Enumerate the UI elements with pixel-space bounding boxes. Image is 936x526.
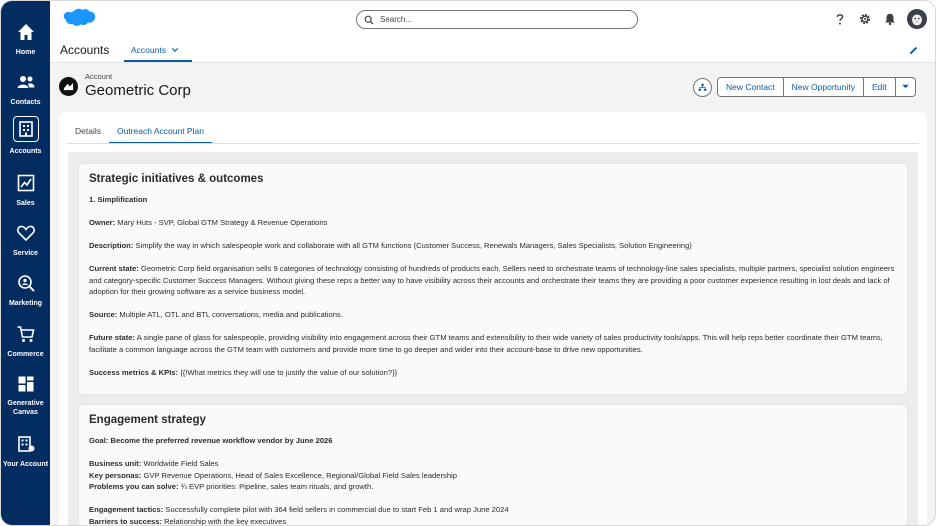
chart-icon (15, 172, 37, 194)
engagement-tactics-field: Engagement tactics: Successfully complete pilot with 364 field sellers in commercial due to start Feb 1 and wrap June 2024 (89, 505, 509, 514)
record-actions (717, 77, 916, 97)
business-unit-field: Business unit: Worldwide Field Sales (89, 459, 219, 468)
header-utility-icons (832, 9, 927, 29)
record-tabs (67, 121, 212, 145)
source-field: Source: Multiple ATL, OTL and BTL conversations, media and publications. (89, 310, 343, 319)
hierarchy-button[interactable] (693, 78, 712, 97)
nav-tab-label: Accounts (131, 44, 166, 55)
rail-item-generative-canvas[interactable] (1, 367, 50, 417)
rail-label: Marketing (8, 300, 43, 307)
barriers-field: Barriers to success: Relationship with the key executives (89, 516, 287, 526)
owner-field: Owner: Mary Huts - SVP, Global GTM Strategy & Revenue Operations (89, 218, 328, 227)
magnifier-person-icon (15, 272, 37, 294)
account-record-icon (59, 77, 78, 96)
rail-item-accounts[interactable] (1, 114, 50, 164)
app-name: Accounts (60, 43, 110, 57)
rail-item-contacts[interactable] (1, 65, 50, 115)
tab-details[interactable]: Details (75, 126, 101, 136)
rail-label: Generative Canvas (7, 400, 44, 416)
tab-outreach-account-plan[interactable]: Outreach Account Plan (109, 121, 212, 144)
description-field: Description: Simplify the way in which salespeople work and collaborate with all GTM functions (Customer Success, Renewals Managers, Sales Specialists, Solution Engineering) (89, 241, 692, 250)
rail-label: Your Account (2, 461, 49, 468)
rail-item-commerce[interactable] (1, 317, 50, 367)
global-header (50, 1, 936, 39)
rail-item-service[interactable] (1, 216, 50, 266)
record-body-card (59, 112, 927, 526)
contacts-icon (15, 71, 37, 93)
rail-label: Service (13, 250, 38, 257)
building-icon (13, 116, 39, 142)
account-building-icon (15, 433, 37, 455)
problems-field: Problems you can solve: ¾ EVP priorities: Pipeline, sales team rituals, and growth. (89, 482, 374, 491)
chevron-down-icon (901, 82, 910, 91)
rail-label: Sales (16, 200, 35, 207)
user-avatar-icon (908, 10, 926, 28)
salesforce-logo[interactable] (59, 7, 96, 33)
rail-item-sales[interactable] (1, 166, 50, 216)
rail-item-marketing[interactable] (1, 266, 50, 316)
left-nav-rail (1, 1, 50, 526)
global-search[interactable] (356, 10, 638, 29)
new-opportunity-button[interactable]: New Opportunity (784, 78, 864, 96)
future-state-field: Future state: A single pane of glass for salespeople, providing visibility into engagement across their GTM teams and extensibility to their wide variety of sales productivity tools/apps. This will help reps better coordinate their GTM teams, facilitate a common language across the GTM team with customers and provide more time to go deeper and wider into their account-base to drive new opportunities. (89, 333, 883, 354)
nav-tab-accounts[interactable] (124, 39, 192, 62)
home-icon (15, 21, 37, 43)
key-personas-field: Key personas: GVP Revenue Operations, Head of Sales Excellence, Regional/Global Field Sales leadership (89, 470, 457, 480)
section-title: Strategic initiatives & outcomes (89, 173, 264, 185)
goal-field: Goal: Become the preferred revenue workflow vendor by June 2026 (89, 436, 333, 445)
section-title: Engagement strategy (89, 414, 206, 426)
rail-label: Contacts (10, 99, 41, 106)
bell-icon[interactable] (882, 11, 898, 27)
more-actions-button[interactable] (896, 78, 915, 96)
rail-label: Accounts (9, 148, 42, 155)
success-metrics-field: Success metrics & KPIs: {{!What metrics they will use to justify the value of our solution?}} (89, 367, 398, 377)
app-navigation-bar (50, 39, 936, 63)
canvas-icon (15, 373, 37, 394)
strategic-initiatives-section (78, 163, 908, 395)
rail-item-your-account[interactable] (1, 427, 50, 477)
record-title: Geometric Corp (85, 82, 191, 99)
search-icon (364, 15, 374, 25)
gear-icon[interactable] (857, 11, 873, 27)
search-input[interactable] (380, 15, 620, 24)
current-state-field: Current state: Geometric Corp field organisation sells 9 categories of technology consisting of hundreds of products each. Sellers need to orchestrate teams of technology-line sales specialists, multiple partners, specialist solution engineers and category-specific Customer Success Managers. Without giving these reps a better way to have visibility across their accounts and orchestrate their teams they are providing a poor customer experience resulting in lost deals and lack of adoption for their growing software as a service business model. (89, 264, 895, 296)
tab-divider (67, 143, 919, 144)
chevron-down-icon[interactable] (171, 46, 179, 54)
edit-button[interactable]: Edit (864, 78, 896, 96)
rail-label: Home (15, 49, 36, 56)
edit-nav-pencil-icon[interactable] (908, 45, 919, 56)
new-contact-button[interactable]: New Contact (718, 78, 784, 96)
account-plan-panel (68, 152, 918, 526)
avatar[interactable] (907, 9, 927, 29)
hierarchy-icon (698, 83, 707, 92)
cart-icon (15, 323, 37, 345)
rail-label: Commerce (7, 351, 44, 358)
initiative-heading: 1. Simplification (89, 195, 148, 204)
rail-item-home[interactable] (1, 15, 50, 65)
record-type-label: Account (85, 72, 113, 81)
help-icon[interactable] (832, 11, 848, 27)
engagement-strategy-section (78, 404, 908, 526)
heart-icon (15, 222, 37, 244)
